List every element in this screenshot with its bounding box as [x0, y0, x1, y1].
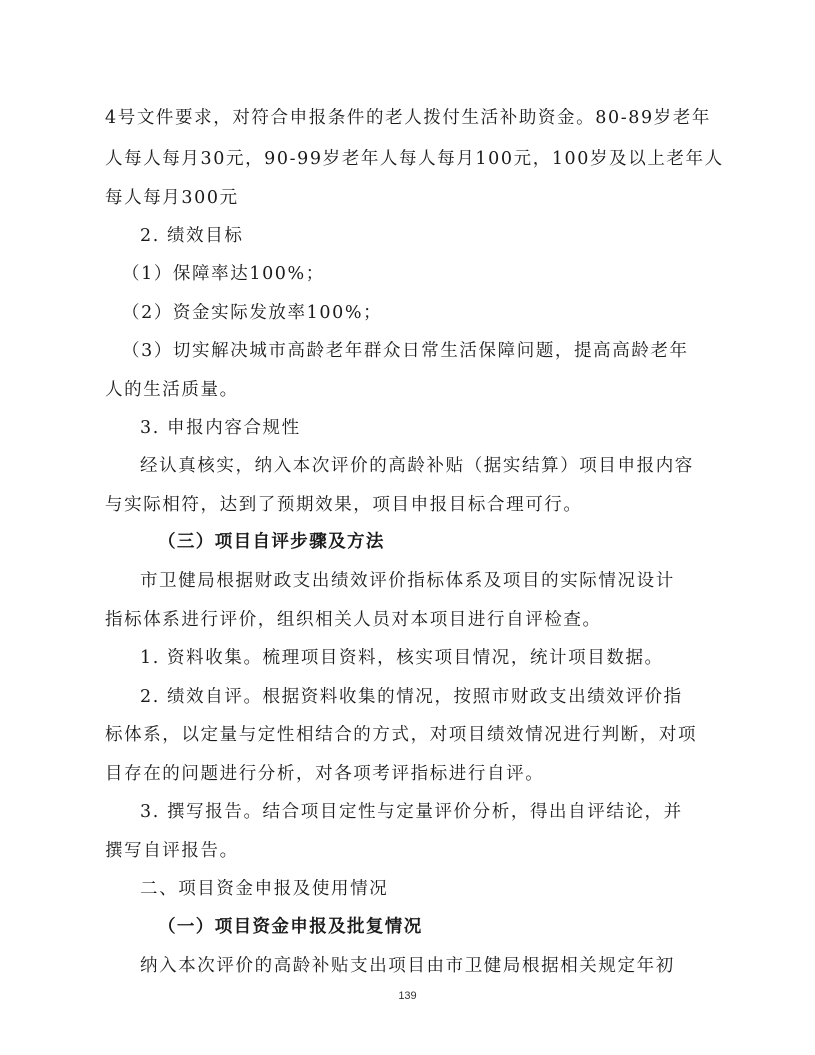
section-heading: 二、项目资金申报及使用情况: [140, 879, 389, 899]
body-line: 标体系，以定量与定性相结合的方式，对项目绩效情况进行判断，对项: [105, 725, 698, 745]
list-item: （3）切实解决城市高龄老年群众日常生活保障问题，提高高龄老年: [122, 341, 689, 361]
subheading: 2. 绩效目标: [140, 226, 244, 246]
list-item: （1）保障率达100%；: [122, 264, 325, 284]
body-line: 纳入本次评价的高龄补贴支出项目由市卫健局根据相关规定年初: [140, 956, 675, 976]
section-heading: （三）项目自评步骤及方法: [158, 532, 385, 552]
page-number: 139: [398, 990, 417, 1002]
body-line: 每人每月300元: [105, 188, 239, 208]
body-line: 与实际相符，达到了预期效果，项目申报目标合理可行。: [105, 495, 583, 515]
body-line: 人每人每月30元，90-99岁老年人每人每月100元，100岁及以上老年人: [105, 149, 724, 169]
body-line: 撰写自评报告。: [105, 841, 239, 861]
body-line: 1. 资料收集。梳理项目资料，核实项目情况，统计项目数据。: [140, 648, 664, 668]
body-line: 市卫健局根据财政支出绩效评价指标体系及项目的实际情况设计: [140, 571, 675, 591]
body-line: 2. 绩效自评。根据资料收集的情况，按照市财政支出绩效评价指: [140, 687, 683, 707]
body-line: 指标体系进行评价，组织相关人员对本项目进行自评检查。: [105, 610, 602, 630]
body-line: 3. 撰写报告。结合项目定性与定量评价分析，得出自评结论，并: [140, 802, 683, 822]
body-line: 4号文件要求，对符合申报条件的老人拨付生活补助资金。80-89岁老年: [105, 108, 711, 128]
body-line: 目存在的问题进行分析，对各项考评指标进行自评。: [105, 764, 545, 784]
section-heading: （一）项目资金申报及批复情况: [158, 917, 423, 937]
body-line: 经认真核实，纳入本次评价的高龄补贴（据实结算）项目申报内容: [140, 456, 694, 476]
body-line: 人的生活质量。: [105, 380, 239, 400]
list-item: （2）资金实际发放率100%；: [122, 303, 383, 323]
subheading: 3. 申报内容合规性: [140, 418, 301, 438]
